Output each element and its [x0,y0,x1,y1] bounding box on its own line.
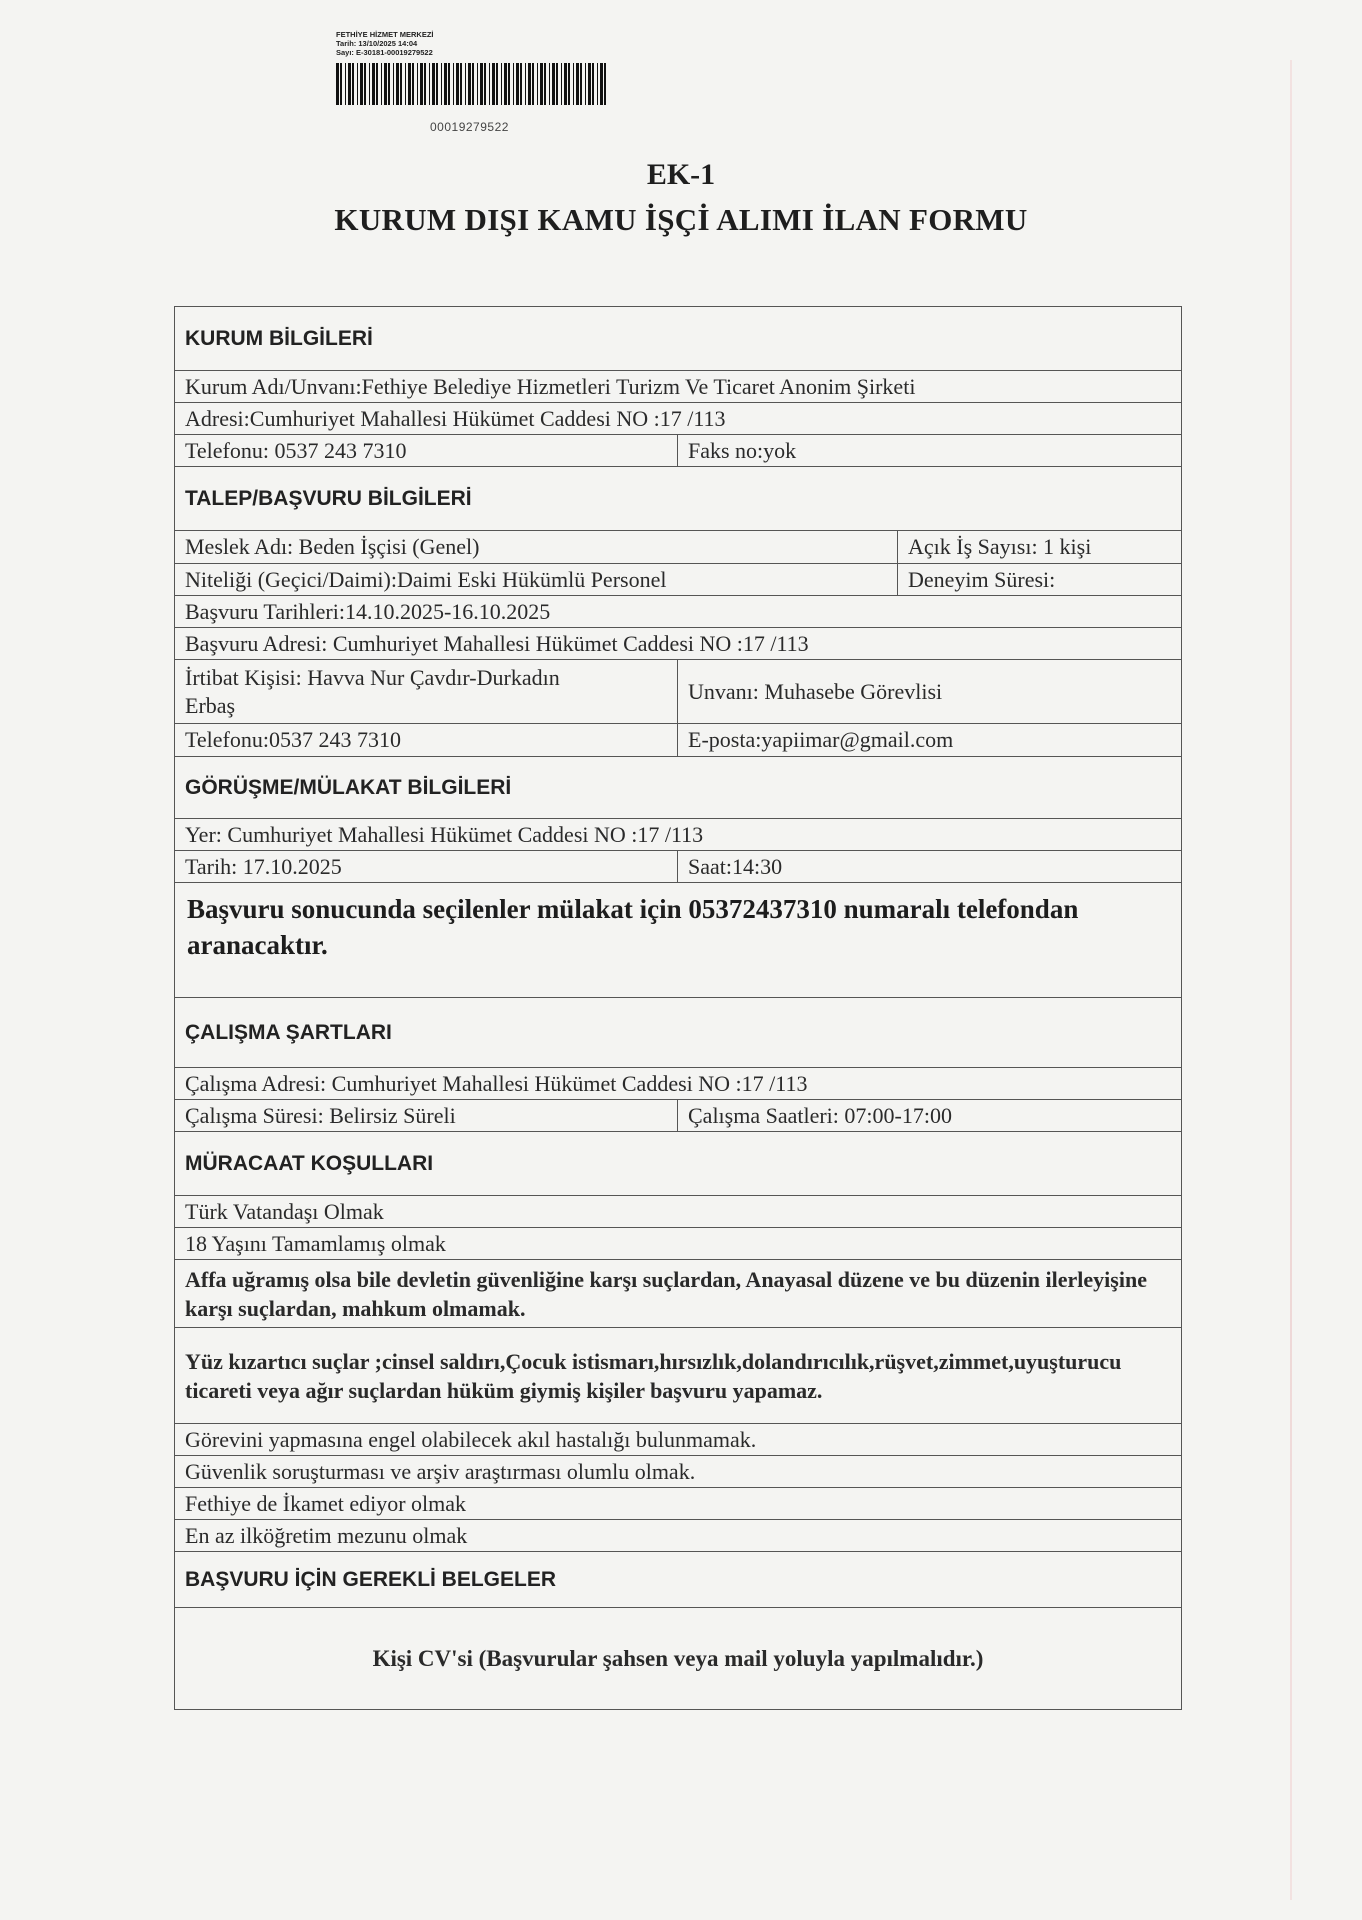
work-address: Çalışma Adresi: Cumhuriyet Mahallesi Hükümet Caddesi NO :17 /113 [185,1070,808,1096]
form-row [175,628,1181,660]
barcode-bar [592,63,594,105]
barcode-bar [528,63,531,105]
barcode-bar [472,63,474,105]
barcode-bar [424,63,426,105]
form-row [175,1196,1181,1228]
barcode-bar [420,63,423,105]
barcode-bar [597,63,598,105]
section-heading: KURUM BİLGİLERİ [185,326,373,350]
barcode-bar [441,63,442,105]
form-row [175,819,1181,851]
barcode-bar [580,63,582,105]
stamp-number: Sayı: E-30181-00019279522 [336,48,433,57]
page-edge-decoration [1290,60,1292,1900]
barcode-bar [480,63,483,105]
barcode-bar [525,63,526,105]
contact-person-line2: Erbaş [185,692,236,718]
experience: Deneyim Süresi: [897,564,1181,595]
condition-item: Yüz kızartıcı suçlar ;cinsel saldırı,Çocuk istismarı,hırsızlık,dolandırıcılık,rüşvet,zimmet,uyuşturucu ticareti veya ağır suçlardan hüküm giymiş kişiler başvuru yapamaz. [185,1348,1122,1403]
section-heading: GÖRÜŞME/MÜLAKAT BİLGİLERİ [185,775,512,799]
barcode-bar [400,63,402,105]
section-kurum [175,307,1181,371]
barcode-bar [340,63,342,105]
interview-time: Saat:14:30 [677,851,1181,882]
institution-fax: Faks no:yok [677,435,1181,466]
document-stamp [336,30,610,105]
barcode-bar [417,63,418,105]
barcode-bar [573,63,574,105]
barcode-bar [372,63,375,105]
section-gorusme [175,757,1181,819]
form-row [175,1328,1181,1424]
institution-name: Kurum Adı/Unvanı:Fethiye Belediye Hizmetleri Turizm Ve Ticaret Anonim Şirketi [185,373,916,399]
section-heading: TALEP/BAŞVURU BİLGİLERİ [185,486,472,510]
application-address: Başvuru Adresi: Cumhuriyet Mahallesi Hükümet Caddesi NO :17 /113 [185,630,809,656]
form-row [175,1488,1181,1520]
barcode-bar [456,63,459,105]
barcode-bar [568,63,570,105]
barcode-bar [352,63,354,105]
form-row [175,1068,1181,1100]
barcode-bar [465,63,466,105]
stamp-org: FETHİYE HİZMET MERKEZİ [336,30,434,39]
form-row [175,660,1181,724]
barcode-bar [520,63,522,105]
section-talep [175,467,1181,531]
barcode-bar [396,63,399,105]
barcode-bar [561,63,562,105]
annex-label: EK-1 [646,158,716,191]
application-dates: Başvuru Tarihleri:14.10.2025-16.10.2025 [185,598,551,624]
barcode-bar [513,63,514,105]
barcode-bar [492,63,495,105]
barcode-bar [504,63,507,105]
open-positions: Açık İş Sayısı: 1 kişi [897,531,1181,563]
contact-title: Unvanı: Muhasebe Görevlisi [677,660,1181,723]
barcode-bar [429,63,430,105]
barcode-bar [393,63,394,105]
contact-person [175,660,677,723]
barcode-bar [468,63,471,105]
page-title: KURUM DIŞI KAMU İŞÇİ ALIMI İLAN FORMU [334,202,1028,237]
barcode-bar [501,63,502,105]
job-name: Meslek Adı: Beden İşçisi (Genel) [185,534,480,559]
barcode-bar [537,63,538,105]
condition-item: Fethiye de İkamet ediyor olmak [185,1490,467,1516]
section-heading: BAŞVURU İÇİN GEREKLİ BELGELER [185,1567,557,1591]
section-heading: MÜRACAAT KOŞULLARI [185,1151,434,1175]
barcode-bar [381,63,382,105]
barcode-bar [384,63,387,105]
barcode-bar [364,63,366,105]
condition-item: Affa uğramış olsa bile devletin güvenliğine karşı suçlardan, Anayasal düzene ve bu düzenin ilerleyişine karşı suçlardan, mahkum olmamak. [185,1266,1147,1321]
section-belgeler [175,1552,1181,1608]
barcode-bar [432,63,435,105]
section-muracaat [175,1132,1181,1196]
form-row [175,1608,1181,1710]
barcode-bar [585,63,586,105]
barcode-bar [549,63,550,105]
barcode-bar [336,63,339,105]
form-row [175,724,1181,757]
work-duration: Çalışma Süresi: Belirsiz Süreli [185,1102,456,1128]
barcode-bar [453,63,454,105]
form-row [175,564,1181,596]
barcode-bar [405,63,406,105]
condition-item: Güvenlik soruşturması ve arşiv araştırması olumlu olmak. [185,1458,696,1484]
barcode-bar [412,63,414,105]
barcode-bar [496,63,498,105]
barcode-bar [388,63,390,105]
form-row [175,371,1181,403]
interview-date: Tarih: 17.10.2025 [185,853,342,879]
institution-phone: Telefonu: 0537 243 7310 [185,437,407,463]
section-heading: ÇALIŞMA ŞARTLARI [185,1020,392,1044]
contact-person-line1: İrtibat Kişisi: Havva Nur Çavdır-Durkadın [185,664,560,690]
barcode-bar [369,63,370,105]
barcode-bar [564,63,567,105]
barcode-bar [576,63,579,105]
interview-note: Başvuru sonucunda seçilenler mülakat için 05372437310 numaralı telefondan aranacaktır. [187,894,1079,960]
condition-item: 18 Yaşını Tamamlamış olmak [185,1230,446,1256]
form-row [175,1228,1181,1260]
barcode-number: 00019279522 [430,120,509,134]
barcode-bar [408,63,411,105]
barcode-bar [489,63,490,105]
barcode-bar [552,63,555,105]
form-row [175,531,1181,564]
barcode [336,63,610,105]
barcode-bar [516,63,519,105]
barcode-bar [376,63,378,105]
form-row [175,403,1181,435]
form-row [175,596,1181,628]
barcode-bar [540,63,543,105]
barcode-bar [436,63,438,105]
institution-address: Adresi:Cumhuriyet Mahallesi Hükümet Caddesi NO :17 /113 [185,405,726,431]
form-row [175,1520,1181,1552]
condition-item: Türk Vatandaşı Olmak [185,1198,384,1224]
barcode-bar [544,63,546,105]
form-row [175,435,1181,467]
barcode-bar [357,63,358,105]
form-row [175,851,1181,883]
barcode-bar [444,63,447,105]
contact-phone: Telefonu:0537 243 7310 [185,727,401,752]
form-row [175,1100,1181,1132]
barcode-bar [477,63,478,105]
barcode-bar [348,63,351,105]
announcement-form [174,306,1182,1710]
form-row [175,883,1181,998]
form-row [175,1456,1181,1488]
barcode-bar [448,63,450,105]
condition-item: En az ilköğretim mezunu olmak [185,1522,468,1548]
stamp-date: Tarih: 13/10/2025 14:04 [336,39,418,48]
barcode-bar [604,63,606,105]
barcode-bar [600,63,603,105]
barcode-bar [588,63,591,105]
interview-place: Yer: Cumhuriyet Mahallesi Hükümet Caddesi NO :17 /113 [185,821,704,847]
barcode-bar [360,63,363,105]
barcode-bar [532,63,534,105]
required-documents: Kişi CV'si (Başvurular şahsen veya mail yoluyla yapılmalıdır.) [372,1645,984,1671]
barcode-bar [484,63,486,105]
section-calisma [175,998,1181,1068]
barcode-bar [556,63,558,105]
form-row [175,1424,1181,1456]
barcode-bar [345,63,346,105]
condition-item: Görevini yapmasına engel olabilecek akıl hastalığı bulunmamak. [185,1426,757,1452]
contact-email: E-posta:yapiimar@gmail.com [677,724,1181,756]
job-nature: Niteliği (Geçici/Daimi):Daimi Eski Hükümlü Personel [185,566,667,592]
barcode-bar [460,63,462,105]
form-row [175,1260,1181,1328]
work-hours: Çalışma Saatleri: 07:00-17:00 [677,1100,1181,1131]
barcode-bar [508,63,510,105]
